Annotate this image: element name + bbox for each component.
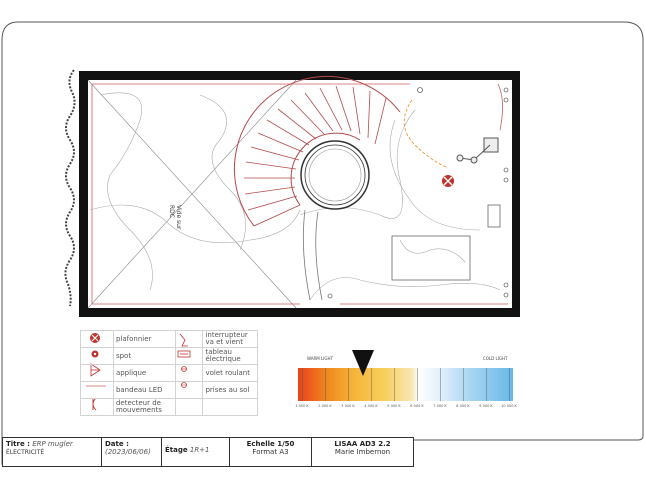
- scale-cell: [230, 438, 312, 466]
- floor-cell: [162, 438, 230, 466]
- void-label: [168, 205, 182, 229]
- legend-icon-cell: [176, 331, 203, 348]
- title-value: ERP mugler: [32, 440, 73, 448]
- legend-icon-cell: [176, 365, 203, 382]
- legend-row: [81, 331, 258, 348]
- scale-value: Echelle 1/50: [246, 440, 295, 448]
- legend-label: applique: [113, 365, 175, 382]
- cold-light-label: COLD LIGHT: [483, 356, 508, 361]
- legend-row: [81, 382, 258, 399]
- title-label: Titre :: [6, 440, 30, 448]
- title-subtitle: ÉLECTRICITÉ: [6, 449, 45, 456]
- legend-label: bandeau LED: [113, 382, 175, 399]
- author-cell: [312, 438, 413, 466]
- legend-table: [80, 330, 258, 416]
- format-value: Format A3: [252, 448, 289, 456]
- legend-label: [203, 399, 258, 416]
- ceiling-light-fixture: [442, 175, 454, 187]
- floor-label: Étage: [165, 446, 188, 454]
- legend-label: tableau électrique: [203, 348, 258, 365]
- kelvin-tick-label: 10 000 K: [501, 404, 517, 408]
- kelvin-tick-label: 3 000 K: [341, 404, 355, 408]
- legend-icon-cell: [176, 399, 203, 416]
- kelvin-tick-line: [509, 368, 510, 401]
- legend-icon-cell: [176, 348, 203, 365]
- kelvin-tick-line: [417, 368, 418, 401]
- legend-label: prises au sol: [203, 382, 258, 399]
- kelvin-tick-line: [486, 368, 487, 401]
- kelvin-tick-label: 4 000 K: [364, 404, 378, 408]
- kelvin-tick-line: [302, 368, 303, 401]
- color-temperature-scale: [295, 350, 515, 410]
- date-label: Date :: [105, 440, 129, 448]
- legend-icon-cell: [81, 399, 114, 416]
- kelvin-gradient-bar: [298, 368, 513, 401]
- date-cell: [102, 438, 162, 466]
- floor-value: 1R+1: [189, 446, 210, 454]
- kelvin-tick-label: 5 000 K: [387, 404, 401, 408]
- title-cell: [3, 438, 102, 466]
- kelvin-tick-label: 2 000 K: [318, 404, 332, 408]
- warm-light-label: WARM LIGHT: [307, 356, 333, 361]
- legend-icon-cell: [81, 382, 114, 399]
- kelvin-tick-line: [348, 368, 349, 401]
- legend-row: [81, 365, 258, 382]
- kelvin-tick-label: 9 000 K: [479, 404, 493, 408]
- kelvin-tick-label: 6 000 K: [410, 404, 424, 408]
- legend-row: [81, 399, 258, 416]
- legend-label: plafonnier: [113, 331, 175, 348]
- void-label-line-1: Vide sur: [175, 205, 182, 230]
- legend-label: detecteur de mouvements: [113, 399, 175, 416]
- legend-icon-cell: [81, 331, 114, 348]
- legend-label: volet roulant: [203, 365, 258, 382]
- date-value: (2023/06/06): [105, 448, 151, 456]
- curtain-wave: [65, 70, 74, 306]
- legend-label: spot: [113, 348, 175, 365]
- kelvin-tick-line: [394, 368, 395, 401]
- kelvin-tick-line: [440, 368, 441, 401]
- kelvin-tick-label: 7 000 K: [433, 404, 447, 408]
- legend-icon-cell: [81, 365, 114, 382]
- kelvin-tick-line: [325, 368, 326, 401]
- title-block: [2, 437, 414, 467]
- void-label-line-2: RDC: [168, 205, 175, 218]
- kelvin-tick-label: 8 000 K: [456, 404, 470, 408]
- legend-icon-cell: [176, 382, 203, 399]
- author-value: Marie Imbernon: [334, 448, 391, 456]
- kelvin-tick-line: [463, 368, 464, 401]
- kelvin-tick-label: 1 000 K: [295, 404, 309, 408]
- legend-row: [81, 348, 258, 365]
- legend-label: interrupteur va et vient: [203, 331, 258, 348]
- legend-icon-cell: [81, 348, 114, 365]
- kelvin-tick-line: [371, 368, 372, 401]
- school-value: LISAA AD3 2.2: [334, 440, 391, 448]
